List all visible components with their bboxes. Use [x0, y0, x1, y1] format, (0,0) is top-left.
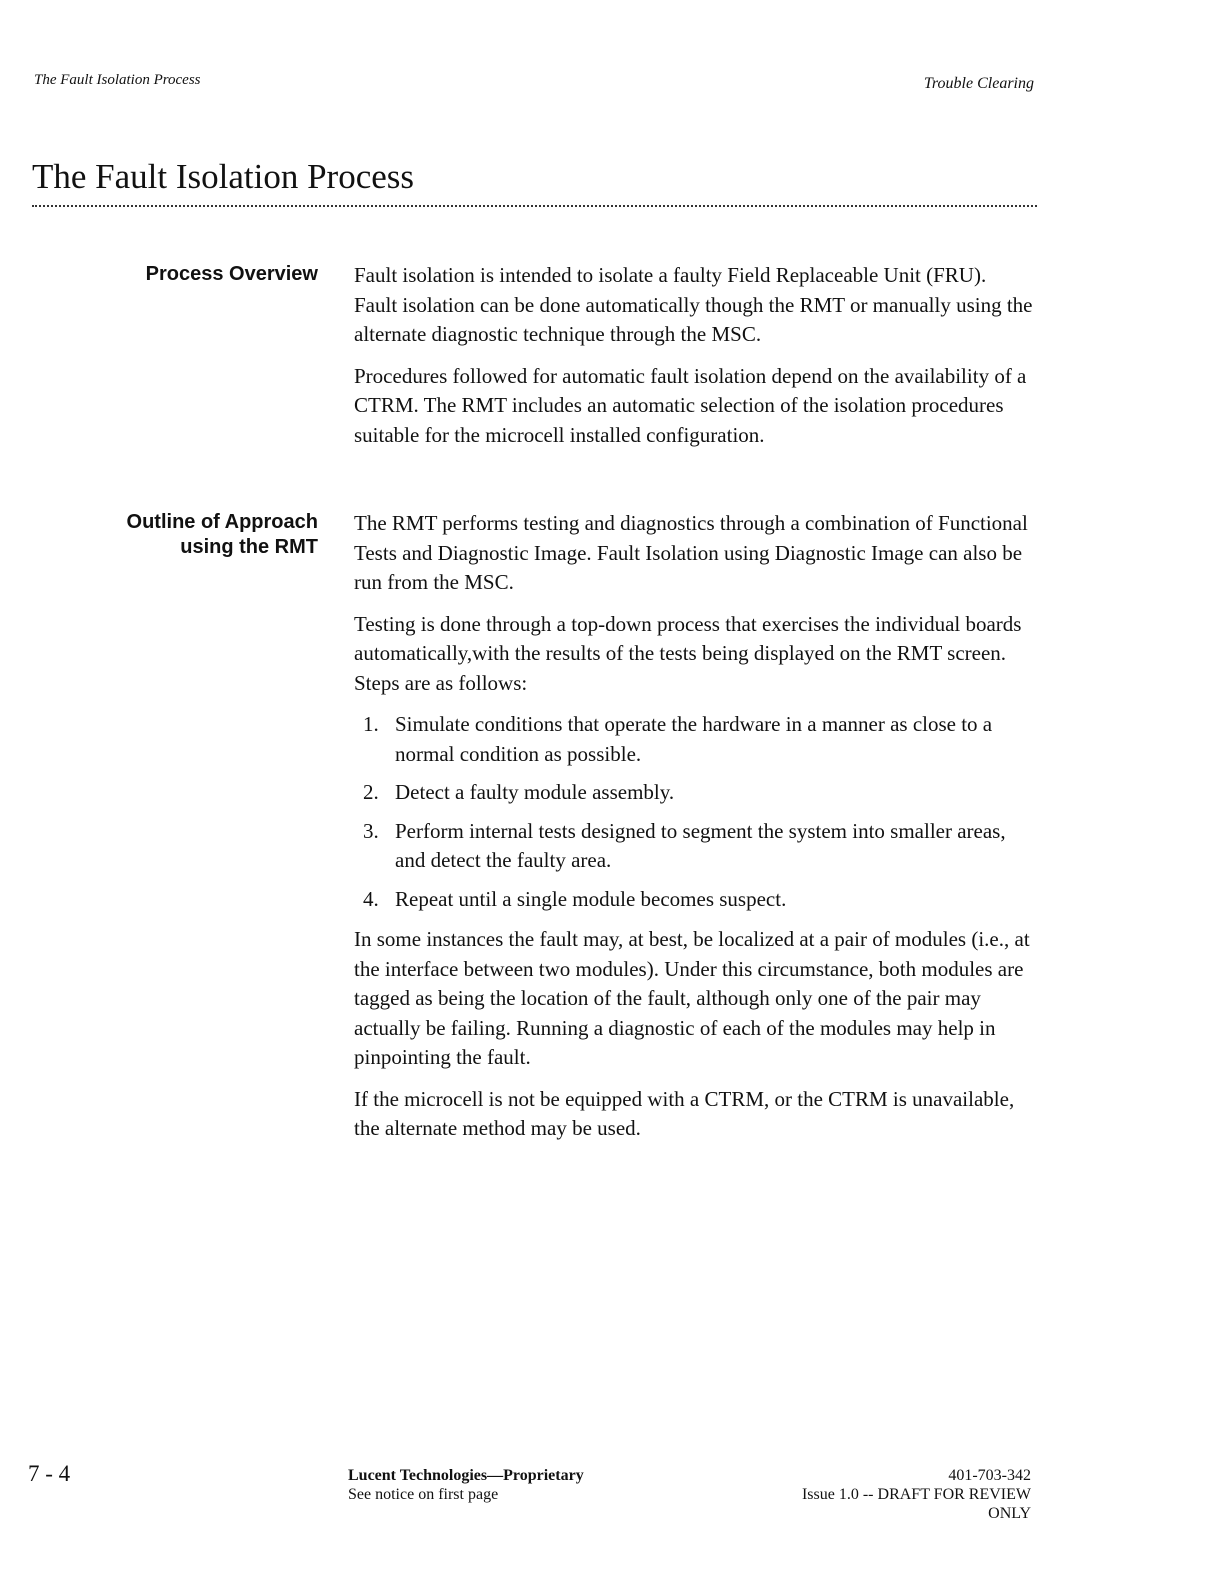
step-number: 1.: [363, 712, 379, 736]
paragraph: Testing is done through a top-down process that exercises the individual boards automatically,with the results of the tests being displayed on the RMT screen. Steps are as follows:: [354, 611, 1022, 695]
paragraph: The RMT performs testing and diagnostics through a combination of Functional Tests and Diagnostic Image. Fault Isolation using Diagnostic Image can also be run from the MSC.: [354, 511, 1028, 594]
paragraph: In some instances the fault may, at best, be localized at a pair of modules (i.e., at the interface between two modules). Under this circumstance, both modules are tagged as being the location of the fault, although only one of the pair may actually be failing. Running a diagnostic of each of the modules may help in pinpointing the fault.: [354, 927, 1030, 1069]
footer-proprietary-notice: [348, 1466, 584, 1504]
footer-notice: See notice on first page: [348, 1486, 499, 1503]
step-number: 4.: [363, 886, 379, 911]
step-number: 2.: [363, 780, 379, 804]
list-item: [354, 817, 1034, 876]
running-header-right: Trouble Clearing: [923, 75, 1034, 92]
section-heading-line: using the RMT: [180, 536, 318, 558]
footer-issue-cont: ONLY: [988, 1505, 1031, 1522]
step-number: 3.: [363, 818, 379, 843]
section-heading-outline-of-approach: [18, 510, 318, 560]
page-title: The Fault Isolation Process: [32, 157, 415, 196]
footer-company: Lucent Technologies—Proprietary: [348, 1467, 584, 1484]
title-divider: [32, 205, 1037, 207]
paragraph: Procedures followed for automatic fault isolation depend on the availability of a CTRM. The RMT includes an automatic selection of the isolation procedures suitable for the microcell installed configuration.: [354, 363, 1027, 447]
step-text: Perform internal tests designed to segment the system into smaller areas, and detect the faulty area.: [395, 818, 1006, 872]
paragraph: Fault isolation is intended to isolate a faulty Field Replaceable Unit (FRU). Fault isolation can be done automatically though the RMT or manually using the alternate diagnostic technique through the MSC.: [354, 263, 1033, 346]
section-body-process-overview: [354, 261, 1034, 462]
section-heading-line: Process Overview: [145, 263, 318, 285]
list-item: [354, 885, 1034, 915]
footer-document-info: [731, 1466, 1031, 1523]
section-heading-line: Outline of Approach: [126, 511, 318, 533]
list-item: [354, 710, 1034, 769]
section-heading-process-overview: [18, 262, 318, 287]
footer-doc-number: 401-703-342: [948, 1467, 1031, 1484]
footer-issue: Issue 1.0 -- DRAFT FOR REVIEW: [801, 1486, 1031, 1503]
paragraph: If the microcell is not be equipped with a CTRM, or the CTRM is unavailable, the alternate method may be used.: [354, 1086, 1015, 1140]
list-item: [354, 778, 1034, 808]
step-text: Detect a faulty module assembly.: [395, 780, 675, 804]
section-body-outline-of-approach: [354, 509, 1034, 1156]
running-header-left: The Fault Isolation Process: [34, 72, 201, 88]
step-text: Repeat until a single module becomes suspect.: [395, 886, 787, 911]
page-number: 7 - 4: [28, 1461, 71, 1486]
steps-list: [354, 710, 1034, 914]
step-text: Simulate conditions that operate the hardware in a manner as close to a normal condition as possible.: [395, 712, 993, 766]
